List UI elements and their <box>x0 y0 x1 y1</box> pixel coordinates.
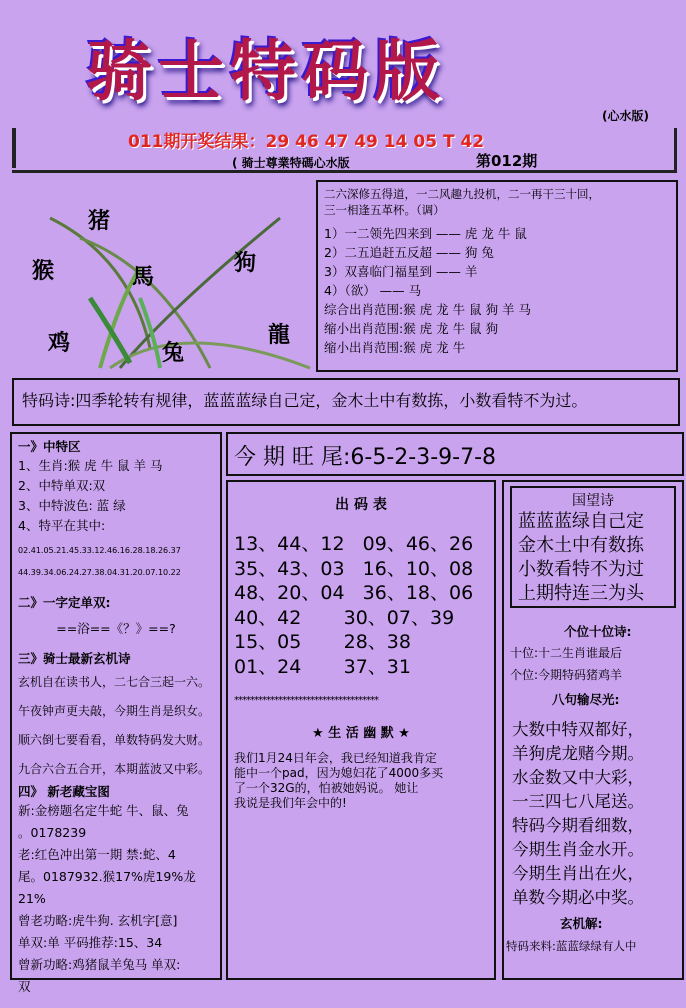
zodiac-label: 狗 <box>234 250 257 276</box>
humor-line: 能中一个pad，因为媳妇花了4000多买 <box>234 766 444 780</box>
eight-line: 大数中特双都好， <box>512 720 644 739</box>
list-item: 4、特平在其中: <box>18 518 106 533</box>
tail-text: 今 期 旺 尾:6-5-2-3-9-7-8 <box>234 445 497 470</box>
code-row: 01、24 37、31 <box>234 655 411 678</box>
map-line: 老:红色冲出第一期 禁:蛇、4 <box>18 847 176 862</box>
left-column <box>10 432 222 994</box>
zodiac-illustration <box>10 178 315 376</box>
eight-line: 特码今期看细数， <box>512 816 644 835</box>
riddle-line: 1）一二领先四来到 —— 虎 龙 牛 鼠 <box>324 226 527 241</box>
guowang-line: 上期特连三为头 <box>518 583 644 604</box>
map-line: 曾老功略:虎牛狗. 玄机字[意] <box>18 913 178 928</box>
section-title: 二》一字定单双: <box>18 595 111 610</box>
riddle-box <box>316 180 678 372</box>
zodiac-label: 馬 <box>132 264 155 290</box>
divider <box>12 128 16 168</box>
map-line: 新:金榜题名定牛蛇 牛、鼠、兔 <box>18 803 189 818</box>
map-line: 双 <box>18 979 31 994</box>
humor-line: 我们1月24日年会，我已经知道我肯定 <box>234 751 437 765</box>
tail-bar <box>226 432 684 476</box>
eight-line: 水金数又中大彩， <box>512 768 644 787</box>
humor-line: 了一个32G的，怕被她妈说。 她让 <box>234 781 419 795</box>
digit-title: 个位十位诗: <box>564 624 632 639</box>
list-item: 2、中特单双:双 <box>18 478 106 493</box>
zodiac-label: 龍 <box>268 322 291 348</box>
zodiac-label: 兔 <box>162 340 185 366</box>
middle-column <box>226 480 496 980</box>
section-title: 三》骑士最新玄机诗 <box>18 651 131 666</box>
code-row: 40、42 30、07、39 <box>234 606 455 629</box>
guowang-line: 小数看特不为过 <box>518 559 644 580</box>
poem-line: 玄机自在读书人，二七合三起一六。 <box>18 675 211 689</box>
list-item: 1、生肖:猴 虎 牛 鼠 羊 马 <box>18 458 163 473</box>
stars-divider: ************************************ <box>234 695 378 706</box>
issue-number: 第012期 <box>476 152 538 170</box>
eight-line: 今期生肖出在火， <box>512 864 644 883</box>
map-line: 尾。0187932.猴17%虎19%龙21% <box>18 869 196 906</box>
eight-title: 八句输尽光: <box>552 692 620 707</box>
code-row: 15、05 28、38 <box>234 631 411 653</box>
zodiac-label: 猪 <box>88 208 111 234</box>
code-row: 48、20、04 36、18、06 <box>234 582 474 604</box>
humor-title: ★ 生 活 幽 默 ★ <box>312 726 410 741</box>
eight-line: 单数今期必中奖。 <box>512 888 644 907</box>
xj-text: 特码来料:蓝蓝绿绿有人中 <box>506 939 637 953</box>
poem-line: 顺六倒七要看看，单数特码发大财。 <box>18 733 211 747</box>
code-title: 出 码 表 <box>335 497 387 513</box>
riddle-line: 三一相逢五革杯。（调） <box>324 203 445 217</box>
map-line: 曾新功略:鸡猪鼠羊兔马 单双: <box>18 957 181 972</box>
riddle-line: 4）（欲） —— 马 <box>324 283 422 298</box>
code-row: 13、44、12 09、46、26 <box>234 533 474 555</box>
section-text: ==浴==《？》==? <box>56 621 176 636</box>
right-column <box>502 480 684 980</box>
poem-line: 九合六合五合开，本期蓝波又中彩。 <box>18 762 211 776</box>
number-list: 02.41.05.21.45.33.12.46.16.28.18.26.37 <box>18 546 181 555</box>
eight-line: 一三四七八尾送。 <box>512 792 644 811</box>
section-title: 四》 新老藏宝图 <box>18 784 110 799</box>
guowang-box <box>510 486 676 608</box>
map-line: 。0178239 <box>18 825 87 840</box>
riddle-line: 缩小出肖范围:猴 虎 龙 牛 鼠 狗 <box>324 321 499 336</box>
zodiac-label: 鸡 <box>48 330 71 356</box>
humor-line: 我说是我们年会中的! <box>234 796 347 810</box>
zodiac-label: 猴 <box>32 258 55 284</box>
guowang-line: 金木土中有数拣 <box>518 535 644 556</box>
riddle-line: 缩小出肖范围:猴 虎 龙 牛 <box>324 340 466 355</box>
draw-result: 011期开奖结果：29 46 47 49 14 05 T 42 <box>128 132 485 152</box>
digit-line: 个位:今期特码猪鸡羊 <box>510 668 623 682</box>
guowang-title: 国望诗 <box>572 493 614 509</box>
riddle-line: 2）二五追赶五反超 —— 狗 兔 <box>324 245 494 260</box>
code-row: 35、43、03 16、10、08 <box>234 557 474 580</box>
list-item: 3、中特波色: 蓝 绿 <box>18 498 126 513</box>
eight-lines <box>512 718 682 910</box>
riddle-line: 二六深修五得道，一二风趣九投机，二一再干三十回， <box>324 187 600 201</box>
subtitle: ( 骑士尊業特碼心水版 <box>232 156 350 170</box>
riddle-line: 综合出肖范围:猴 虎 龙 牛 鼠 狗 羊 马 <box>324 302 532 317</box>
guowang-line: 蓝蓝蓝绿自己定 <box>518 511 644 532</box>
edition-label: (心水版) <box>602 109 649 123</box>
map-line: 单双:单 平码推荐:15、34 <box>18 935 163 950</box>
number-list: 44.39.34.06.24.27.38.04.31.20.07.10.22 <box>18 568 181 577</box>
riddle-line: 3）双喜临门福星到 —— 羊 <box>324 264 478 279</box>
eight-line: 今期生肖金水开。 <box>512 840 644 859</box>
divider <box>674 128 677 173</box>
poem-text: 特码诗:四季轮转有规律，蓝蓝蓝绿自己定，金木土中有数拣，小数看特不为过。 <box>22 391 588 410</box>
digit-line: 十位:十二生肖谁最后 <box>510 646 623 660</box>
poem-line: 午夜钟声更夫敲，今期生肖是织女。 <box>18 704 211 718</box>
page-title: 骑士特码版 <box>86 32 446 110</box>
xj-title: 玄机解: <box>560 916 603 931</box>
eight-line: 羊狗虎龙赌今期。 <box>512 744 644 763</box>
section-title: 一》中特区 <box>18 439 81 454</box>
